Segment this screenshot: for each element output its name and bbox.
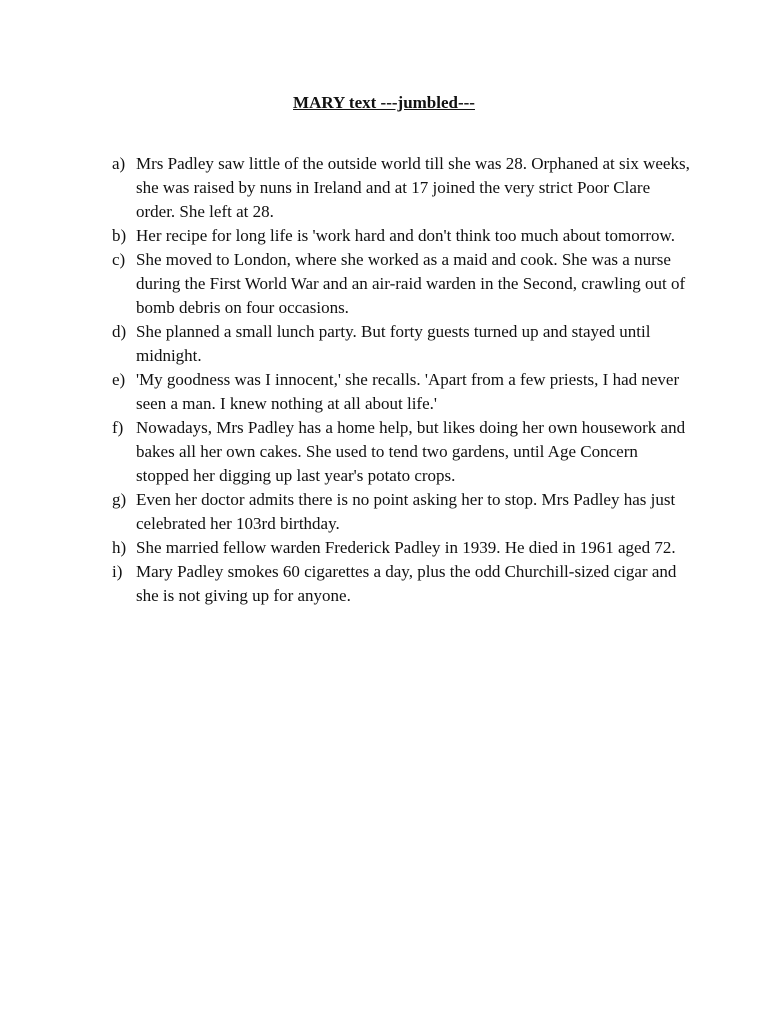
- list-item-h: [112, 536, 692, 560]
- list-marker: d): [112, 322, 127, 341]
- list-item-text: 'My goodness was I innocent,' she recalls. 'Apart from a few priests, I had never seen a man. I knew nothing at all about life.': [136, 370, 680, 413]
- list-item-text: She married fellow warden Frederick Padley in 1939. He died in 1961 aged 72.: [136, 538, 676, 557]
- list-item-text: Even her doctor admits there is no point asking her to stop. Mrs Padley has just celebrated her 103rd birthday.: [136, 490, 676, 533]
- list-marker: c): [112, 250, 126, 269]
- list-item-e: [112, 368, 692, 416]
- list-marker: h): [112, 538, 127, 557]
- list-item-d: [112, 320, 692, 368]
- list-item-text: She planned a small lunch party. But forty guests turned up and stayed until midnight.: [136, 322, 651, 365]
- list-item-text: She moved to London, where she worked as a maid and cook. She was a nurse during the First World War and an air-raid warden in the Second, crawling out of bomb debris on four occasions.: [136, 250, 686, 317]
- list-item-g: [112, 488, 692, 536]
- list-item-b: [112, 224, 692, 248]
- list-item-a: [112, 152, 692, 224]
- list-marker: g): [112, 490, 127, 509]
- list-marker: f): [112, 418, 124, 437]
- list-marker: a): [112, 154, 126, 173]
- list-marker: i): [112, 562, 123, 581]
- list-item-text: Mary Padley smokes 60 cigarettes a day, plus the odd Churchill-sized cigar and she is not giving up for anyone.: [136, 562, 677, 605]
- list-item-f: [112, 416, 692, 488]
- list-item-text: Nowadays, Mrs Padley has a home help, but likes doing her own housework and bakes all her own cakes. She used to tend two gardens, until Age Concern stopped her digging up last year's potato crops.: [136, 418, 686, 485]
- list-item-c: [112, 248, 692, 320]
- list-marker: e): [112, 370, 126, 389]
- list-marker: b): [112, 226, 127, 245]
- list-item-text: Mrs Padley saw little of the outside world till she was 28. Orphaned at six weeks, she was raised by nuns in Ireland and at 17 joined the very strict Poor Clare order. She left at 28.: [136, 154, 690, 221]
- list-item-text: Her recipe for long life is 'work hard and don't think too much about tomorrow.: [136, 226, 675, 245]
- document-title: MARY text ---jumbled---: [293, 93, 475, 112]
- list-item-i: [112, 560, 692, 608]
- jumbled-paragraph-list: [112, 152, 692, 608]
